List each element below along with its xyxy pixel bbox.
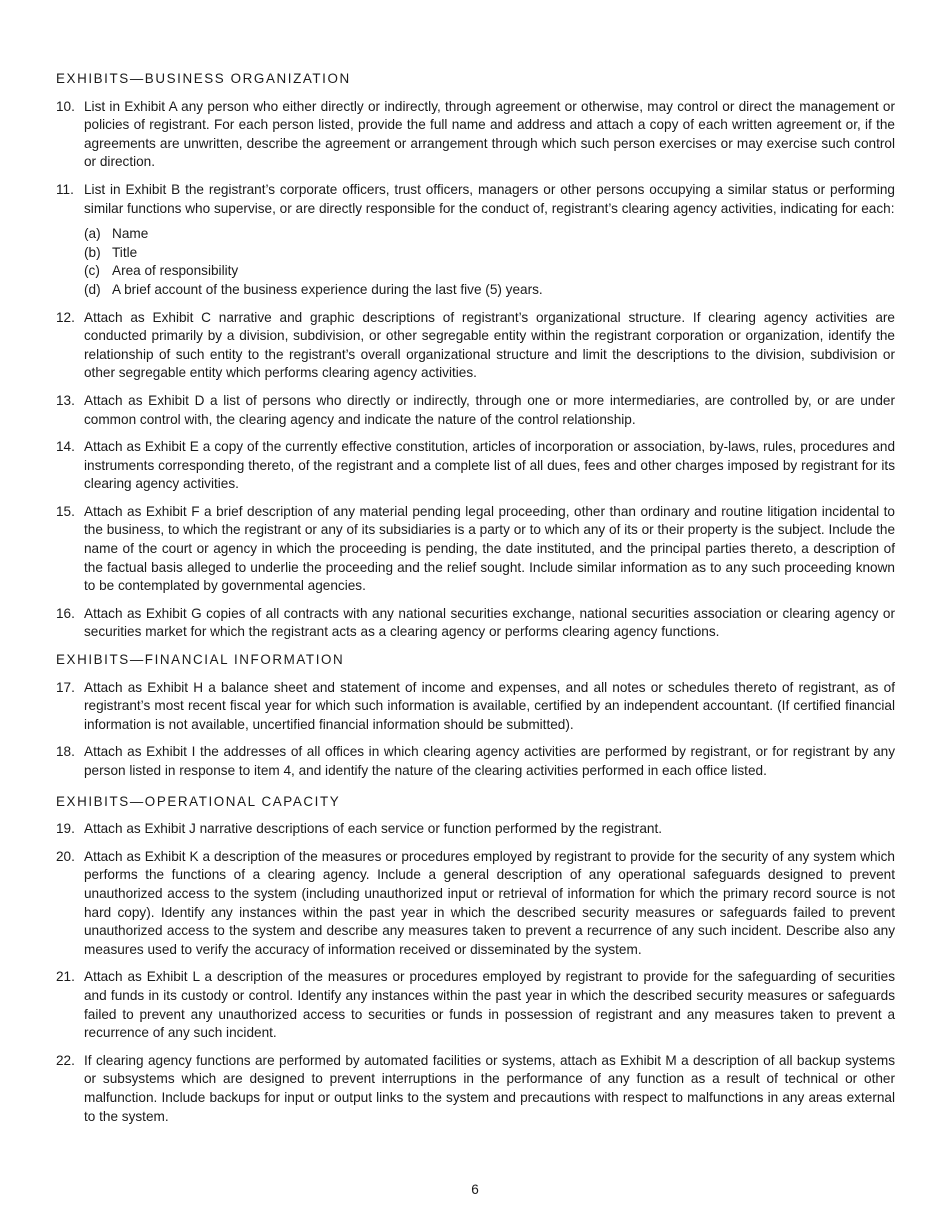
document-page	[56, 70, 895, 1135]
sublist-text: Title	[112, 244, 138, 260]
item-number: 14.	[56, 439, 75, 455]
list-item-10	[56, 98, 895, 172]
list-item-22	[56, 1052, 895, 1126]
item-number: 20.	[56, 848, 75, 864]
page-number: 6	[471, 1182, 479, 1197]
sublist-letter: (c)	[84, 263, 100, 279]
item-text: Attach as Exhibit C narrative and graphic descriptions of registrant’s organizational structure. If clearing agency activities are conducted primarily by a division, subdivision, or other segregable entity within the registrant corporation or organization, identify the relationship of such entity to the registrant’s overall organizational structure and limit the descriptions to the division, subdivision or other segregable entity which performs clearing agency activities.	[84, 309, 895, 381]
sublist-letter: (d)	[84, 281, 101, 297]
sublist	[84, 225, 895, 299]
list-item-13	[56, 392, 895, 429]
list-item-12	[56, 309, 895, 383]
list-item-21	[56, 968, 895, 1042]
item-number: 19.	[56, 821, 75, 837]
item-number: 17.	[56, 679, 75, 695]
list-item-17	[56, 679, 895, 735]
sublist-item-c	[84, 262, 895, 281]
list-item-19	[56, 820, 895, 839]
item-number: 13.	[56, 392, 75, 408]
list-item-15	[56, 503, 895, 596]
item-number: 16.	[56, 605, 75, 621]
item-text: Attach as Exhibit J narrative descriptions of each service or function performed by the registrant.	[84, 821, 663, 837]
list-item-18	[56, 743, 895, 780]
item-text: Attach as Exhibit L a description of the measures or procedures employed by registrant to provide for the safeguarding of securities and funds in its custody or control. Identify any instances within the past year in which the described security measures or safeguards failed to prevent any unauthorized access to securities or funds in possession of registrant and any measures taken to prevent a recurrence of any such incident.	[84, 969, 895, 1041]
sublist-item-a	[84, 225, 895, 244]
item-number: 21.	[56, 969, 75, 985]
section-heading-operational-capacity: EXHIBITS—OPERATIONAL CAPACITY	[56, 793, 341, 809]
item-text: Attach as Exhibit G copies of all contracts with any national securities exchange, national securities association or clearing agency or securities market for which the registrant acts as a clearing agency or performs clearing agency functions.	[84, 605, 895, 640]
item-number: 12.	[56, 309, 75, 325]
item-number: 15.	[56, 503, 75, 519]
item-number: 11.	[56, 181, 74, 197]
item-text: Attach as Exhibit E a copy of the currently effective constitution, articles of incorporation or association, by-laws, rules, procedures and instruments corresponding thereto, of the registrant and a complete list of all dues, fees and other charges imposed by registrant for its clearing agency activities.	[84, 439, 895, 492]
sublist-text: A brief account of the business experience during the last five (5) years.	[112, 281, 543, 297]
sublist-letter: (b)	[84, 244, 101, 260]
sublist-item-b	[84, 244, 895, 263]
list-item-20	[56, 848, 895, 960]
sublist-item-d	[84, 281, 895, 300]
item-text: Attach as Exhibit I the addresses of all offices in which clearing agency activities are performed by registrant, or for registrant by any person listed in response to item 4, and identify the nature of the clearing activities performed in each office listed.	[84, 744, 895, 778]
section-heading-financial-information: EXHIBITS—FINANCIAL INFORMATION	[56, 652, 345, 668]
item-text: Attach as Exhibit D a list of persons who directly or indirectly, through one or more intermediaries, are controlled by, or are under common control with, the clearing agency and indicate the nature of the control relationship.	[84, 392, 895, 427]
list-item-16	[56, 605, 895, 642]
item-text: Attach as Exhibit K a description of the measures or procedures employed by registrant to provide for the security of any system which performs the functions of a clearing agency. Include a general description of any operational safeguards designed to prevent unauthorized access to the system (including unauthorized input or retrieval of information for which the primary record source is not hard copy). Identify any instances within the past year in which the described security measures or safeguards failed to prevent unauthorized access to the system and describe any measures taken to prevent a recurrence of any such incident. Describe also any measures used to verify the accuracy of information received or disseminated by the system.	[84, 848, 895, 957]
sublist-letter: (a)	[84, 226, 101, 242]
sublist-text: Area of responsibility	[112, 263, 239, 279]
sublist-text: Name	[112, 226, 149, 242]
item-text: If clearing agency functions are performed by automated facilities or systems, attach as Exhibit M a description of all backup systems or subsystems which are designed to prevent interruptions in the performance of any function as a result of technical or other malfunction. Include backups for input or output links to the system and precautions with respect to malfunctions in any areas external to the system.	[84, 1052, 895, 1124]
item-text: List in Exhibit A any person who either directly or indirectly, through agreement or otherwise, may control or direct the management or policies of registrant. For each person listed, provide the full name and address and attach a copy of each written agreement or, if the agreements are unwritten, describe the agreement or arrangement through which such person exercises or may exercise such control or direction.	[84, 98, 895, 170]
item-text: List in Exhibit B the registrant’s corporate officers, trust officers, managers or other persons occupying a similar status or performing similar functions who supervise, or are directly responsible for the conduct of, registrant’s clearing agency activities, indicating for each:	[84, 181, 895, 216]
item-number: 22.	[56, 1052, 75, 1068]
section-heading-business-organization: EXHIBITS—BUSINESS ORGANIZATION	[56, 71, 351, 86]
item-text: Attach as Exhibit H a balance sheet and statement of income and expenses, and all notes or schedules thereto of registrant, as of registrant’s most recent fiscal year for which such information is available, certified by an independent accountant. (If certified financial information is not available, uncertified financial information should be submitted).	[84, 679, 895, 732]
list-item-11	[56, 181, 895, 300]
item-text: Attach as Exhibit F a brief description of any material pending legal proceeding, other than ordinary and routine litigation incidental to the business, to which the registrant or any of its subsidiaries is a party or to which any of its or their property is the subject. Include the name of the court or agency in which the proceeding is pending, the date instituted, and the principal parties thereto, a description of the factual basis alleged to underlie the proceeding and the relief sought. Include similar information as to any such proceeding known to be contemplated by governmental agencies.	[84, 503, 895, 594]
item-number: 10.	[56, 98, 75, 114]
item-number: 18.	[56, 744, 75, 760]
list-item-14	[56, 438, 895, 494]
